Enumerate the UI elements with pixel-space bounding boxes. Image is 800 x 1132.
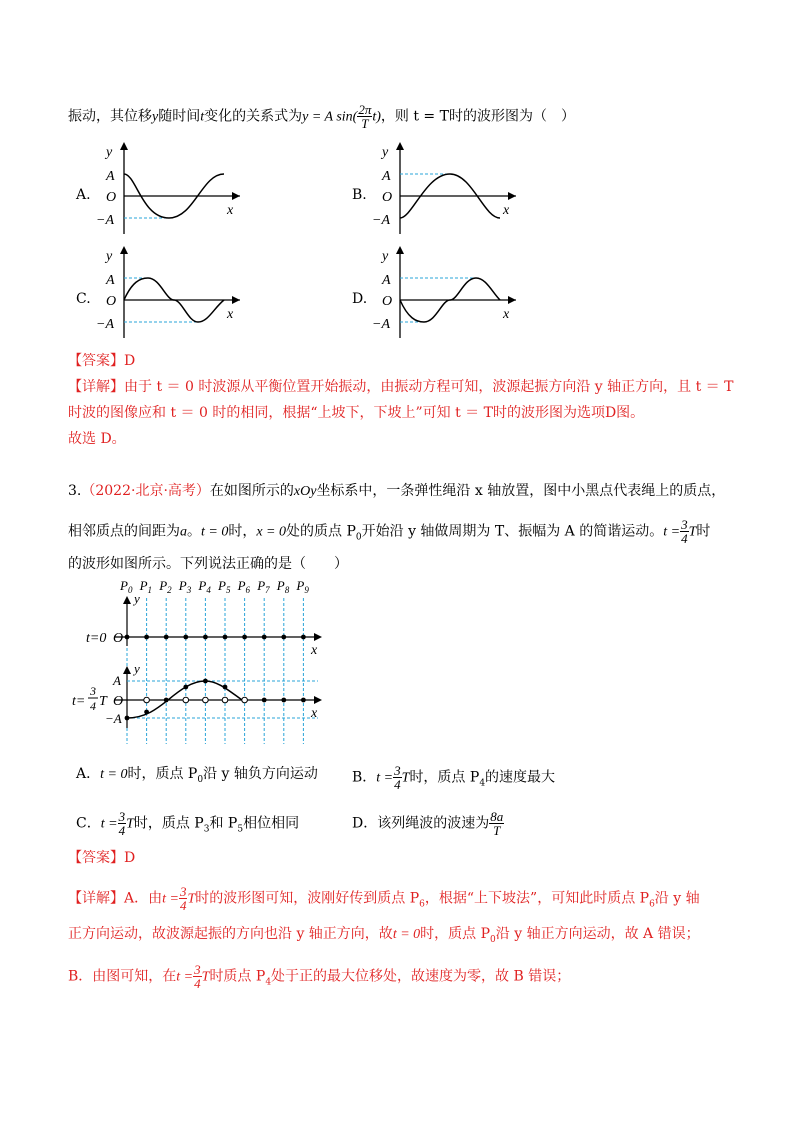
row2-frac-den: 4 <box>90 699 96 713</box>
q2-formula-fraction <box>357 103 372 130</box>
question-number: 3. <box>68 483 82 499</box>
q3-stem-line-3: 的波形如图所示。下列说法正确的是（ ） <box>68 556 348 572</box>
option-fraction <box>118 810 127 837</box>
q3-wave-figure <box>68 576 338 748</box>
A-label: A <box>382 169 391 184</box>
stem-fraction <box>680 518 689 545</box>
option-text: 该列绳波的波速为 <box>377 815 490 832</box>
x-arrow <box>508 296 516 304</box>
row2-dot-p2 <box>164 698 169 703</box>
x-label: x <box>503 307 510 322</box>
row2-equilibrium-p5 <box>222 697 228 703</box>
row1-dot-p6 <box>242 635 247 640</box>
detail-sub: 6 <box>649 899 655 910</box>
option-T: T <box>126 816 134 832</box>
row1-dot-p0 <box>125 635 130 640</box>
option-sub: 5 <box>237 824 244 835</box>
q2-intro-line <box>68 103 575 130</box>
q2-option-d-label: D. <box>352 291 368 307</box>
q2-option-b-graph <box>366 138 526 238</box>
stem-text: 时 <box>696 523 711 540</box>
q2-var-y: y <box>152 109 159 125</box>
row1-y-label: y <box>134 591 140 606</box>
A-label: A <box>382 273 391 288</box>
row1-origin: O <box>113 631 124 646</box>
x-label: x <box>227 307 234 322</box>
q2-formula-den: T <box>361 116 369 131</box>
stem-text: 在如图所示的 <box>209 483 294 499</box>
point-label-p6: $P_6$ <box>237 578 251 595</box>
y-label: y <box>106 145 113 160</box>
point-label-p5: $P_5$ <box>218 578 231 595</box>
row2-dot-p5 <box>223 685 228 690</box>
row2-negA-label: −A <box>105 711 122 726</box>
origin-label: O <box>382 294 393 309</box>
frac-num: 3 <box>179 884 187 899</box>
stem-x0: x = 0 <box>256 524 287 540</box>
x-arrow <box>508 192 516 200</box>
point-label-p3: $P_3$ <box>178 578 192 595</box>
x-label: x <box>503 203 510 218</box>
frac-den: 4 <box>681 531 688 546</box>
negA-label: −A <box>372 317 390 332</box>
question-source: （2022·北京·高考） <box>81 483 210 499</box>
row2-dot-p9 <box>301 698 306 703</box>
q2-option-d-graph <box>366 242 526 342</box>
q2-option-c-label: C. <box>76 291 91 307</box>
stem-t0: t = 0 <box>201 524 229 540</box>
stem-text: 处的质点 P <box>286 523 356 540</box>
y-label: y <box>106 249 113 264</box>
row1-dot-p4 <box>203 635 208 640</box>
origin-label: O <box>382 190 393 205</box>
frac-den: 4 <box>118 823 126 838</box>
q3-answer <box>68 848 135 868</box>
A-label: A <box>106 169 115 184</box>
answer-value: D <box>124 353 136 369</box>
frac-num: 8a <box>490 809 504 824</box>
q3-detail-line-3 <box>68 963 570 992</box>
detail-text: B．由图可知，在 <box>68 968 177 985</box>
row1-dot-p9 <box>301 635 306 640</box>
option-sub: 0 <box>197 774 204 785</box>
q2-detail-line-2: 时波的图像应和 t ＝ 0 时的相同，根据“上坡下，下坡上”可知 t ＝ T时的波形图为选项D图。 <box>68 405 645 421</box>
option-fraction <box>489 810 504 837</box>
negA-label: −A <box>96 213 114 228</box>
stem-text: 时， <box>228 523 257 540</box>
row2-x-label: x <box>311 706 318 721</box>
detail-text: ，根据“上下坡法”，可知此时质点 P <box>424 890 650 907</box>
stem-t-eq: t = <box>663 524 681 540</box>
detail-sub: 6 <box>419 899 425 910</box>
row1-dot-p7 <box>262 635 267 640</box>
row1-dot-p3 <box>183 635 188 640</box>
option-letter: A． <box>76 766 101 782</box>
row2-equilibrium-p4 <box>203 697 209 703</box>
detail-text: 时质点 P <box>209 968 266 985</box>
detail-label: 【详解】 <box>68 890 124 907</box>
q2-intro-text-b: 随时间 <box>158 108 201 125</box>
q2-var-t: t <box>200 109 205 125</box>
detail-text: 处于正的最大位移处，故速度为零，故 B 错误； <box>271 968 571 985</box>
option-text: 的速度最大 <box>485 769 556 786</box>
q2-detail-line-1 <box>68 377 733 397</box>
y-arrow <box>396 246 404 254</box>
frac-num: 3 <box>118 809 126 824</box>
A-label: A <box>106 273 115 288</box>
q3-stem-line-2 <box>68 518 710 547</box>
stem-T: T <box>688 524 697 540</box>
option-letter: C． <box>76 815 101 832</box>
row2-origin: O <box>113 694 124 709</box>
q3-option-d <box>352 810 504 837</box>
q2-formula-lhs: y = A sin( <box>302 109 358 125</box>
frac-den: 4 <box>394 777 401 792</box>
detail-sub: 0 <box>490 934 496 945</box>
row1-dot-p8 <box>281 635 286 640</box>
row2-frac-num: 3 <box>90 684 96 698</box>
q2-intro-text-c: 变化的关系式为 <box>204 108 303 125</box>
origin-label: O <box>106 294 117 309</box>
frac-num: 3 <box>681 517 688 532</box>
y-label: y <box>382 145 389 160</box>
row1-time-label: t=0 <box>86 631 107 646</box>
detail-text: 正方向运动，故波源起振的方向也沿 y 轴正方向，故 <box>68 926 393 942</box>
detail-text: A．由 <box>124 890 163 907</box>
option-t: t = 0 <box>100 767 128 782</box>
negA-label: −A <box>372 213 390 228</box>
q3-stem-line-1 <box>68 481 725 502</box>
row2-dot-p8 <box>281 698 286 703</box>
detail-t: t = 0 <box>392 927 421 942</box>
row2-y-label: y <box>134 661 140 676</box>
row2-equilibrium-p6 <box>242 697 248 703</box>
detail-t: t = <box>162 891 179 907</box>
q2-option-a-graph <box>90 138 250 238</box>
point-label-p4: $P_4$ <box>198 578 211 595</box>
detail-sub: 4 <box>265 977 272 988</box>
point-grid-lines <box>127 598 303 744</box>
option-T: T <box>401 770 410 786</box>
point-label-p2: $P_2$ <box>159 578 172 595</box>
frac-den: 4 <box>194 976 201 991</box>
option-text: 和 P <box>209 815 238 832</box>
row2-dot-p3 <box>183 685 188 690</box>
row2-dot-p1 <box>144 710 149 715</box>
q2-option-a-label: A. <box>76 187 91 203</box>
q2-detail-line-3: 故选 D。 <box>68 431 126 447</box>
answer-label: 【答案】 <box>68 850 124 866</box>
y-arrow <box>120 142 128 150</box>
origin-label: O <box>106 190 117 205</box>
detail-t: t = <box>176 969 194 985</box>
row1-dot-p1 <box>144 635 149 640</box>
row2-y-arrow <box>123 666 131 674</box>
row2-equilibrium-p1 <box>144 697 150 703</box>
q2-formula-tail: t) <box>372 109 381 125</box>
row2-dot-p0 <box>125 716 130 721</box>
stem-text: 。 <box>187 523 201 540</box>
detail-text: 由于 t ＝ 0 时波源从平衡位置开始振动，由振动方程可知，波源起振方向沿 y 轴正方向，且 t ＝ T <box>124 379 734 395</box>
q2-intro-text-d: ，则 t = T时的波形图为（ ） <box>380 108 575 125</box>
q2-option-c-graph <box>90 242 250 342</box>
q3-option-a <box>76 764 318 790</box>
stem-sub: 0 <box>355 532 362 543</box>
option-text: 相位相同 <box>243 815 300 832</box>
y-label: y <box>382 249 389 264</box>
option-t: t = <box>100 816 118 832</box>
row2-dot-p4 <box>203 679 208 684</box>
point-label-p9: $P_9$ <box>296 578 309 595</box>
q2-intro-text-a: 振动，其位移 <box>68 108 152 125</box>
option-text: 时，质点 P <box>133 815 204 832</box>
detail-T: T <box>187 891 196 907</box>
option-fraction <box>393 764 402 791</box>
row1-y-arrow <box>123 596 131 604</box>
row2-A-label: A <box>113 673 121 688</box>
option-text: 时，质点 P <box>409 769 480 786</box>
detail-text: 沿 y 轴 <box>654 890 700 907</box>
negA-label: −A <box>96 317 114 332</box>
option-sub: 4 <box>479 778 486 789</box>
detail-text: 时，质点 P <box>420 926 491 942</box>
detail-text: 时的波形图可知，波刚好传到质点 P <box>195 890 420 907</box>
option-letter: D． <box>352 815 378 832</box>
frac-den: 4 <box>179 898 187 913</box>
q3-detail-line-2 <box>68 924 700 950</box>
row2-time-T: T <box>99 694 107 709</box>
option-t: t = <box>376 770 394 786</box>
stem-text: 坐标系中，一条弹性绳沿 x 轴放置，图中小黑点代表绳上的质点， <box>316 483 726 499</box>
point-labels <box>119 578 309 595</box>
row1-dot-p2 <box>164 635 169 640</box>
stem-text: 相邻质点的间距为 <box>68 523 180 540</box>
stem-xoy: xOy <box>293 484 317 499</box>
row2-time-t: t= <box>72 694 86 709</box>
detail-text: 沿 y 轴正方向运动，故 A 错误； <box>495 926 700 942</box>
row1-x-arrow <box>314 633 322 641</box>
frac-num: 3 <box>194 962 201 977</box>
stem-text: 开始沿 y 轴做周期为 T、振幅为 A 的简谐运动。 <box>361 523 664 540</box>
point-label-p1: $P_1$ <box>139 578 153 595</box>
row1-dot-p5 <box>223 635 228 640</box>
row1-x-label: x <box>311 643 318 658</box>
x-label: x <box>227 203 234 218</box>
point-label-p7: $P_7$ <box>257 578 270 595</box>
q3-option-c <box>76 810 299 839</box>
detail-T: T <box>201 969 210 985</box>
answer-value: D <box>124 850 136 866</box>
frac-num: 3 <box>394 763 401 778</box>
point-label-p8: $P_8$ <box>276 578 290 595</box>
y-arrow <box>396 142 404 150</box>
option-sub: 3 <box>203 824 210 835</box>
q3-detail-line-1 <box>68 885 700 914</box>
x-arrow <box>232 296 240 304</box>
q2-formula-num: 2π <box>358 102 372 117</box>
answer-label: 【答案】 <box>68 353 124 369</box>
y-arrow <box>120 246 128 254</box>
q2-option-b-label: B. <box>352 187 367 203</box>
x-arrow <box>232 192 240 200</box>
option-text: 时，质点 P <box>127 766 198 782</box>
detail-fraction <box>193 963 202 990</box>
point-label-p0: $P_0$ <box>120 578 133 595</box>
frac-den: T <box>493 823 501 838</box>
q3-option-b <box>352 764 555 793</box>
option-letter: B． <box>352 769 377 786</box>
row2-x-arrow <box>314 696 322 704</box>
stem-var-a: a <box>180 524 187 540</box>
option-text: 沿 y 轴负方向运动 <box>203 766 318 782</box>
q2-answer <box>68 351 135 371</box>
row2-equilibrium-p3 <box>183 697 189 703</box>
detail-label: 【详解】 <box>68 379 124 395</box>
row2-dot-p7 <box>262 698 267 703</box>
